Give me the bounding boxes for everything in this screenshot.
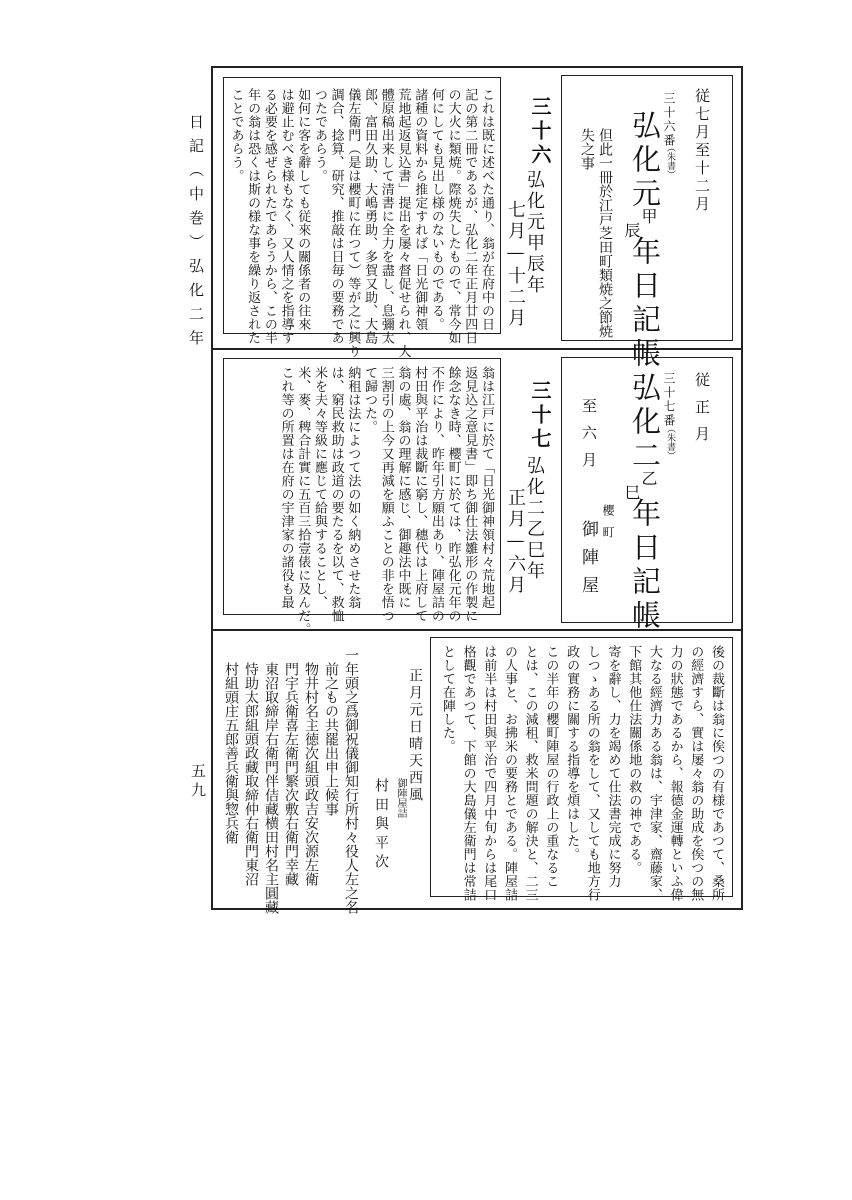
- doc37-number-note: （朱書）: [665, 424, 675, 460]
- doc37-commentary-line: て歸つた。: [362, 366, 378, 434]
- doc37-commentary-line: 不作により、昨年引方願出あり、陣屋詰の: [428, 366, 444, 623]
- doc36-era-bottom: 辰: [622, 222, 641, 240]
- doc37-title-a: 弘化二: [628, 372, 662, 474]
- page-number: 五九: [189, 763, 207, 801]
- diary-line: 村組頭庄五郎善兵衛與惣兵衛: [223, 662, 239, 844]
- lower-commentary-line: 政の實務に關する指導を煩はした。: [564, 645, 580, 861]
- doc37-commentary-line: 返見込之意見書」即ち御仕法雛形の作製に: [462, 366, 478, 623]
- doc36-commentary-line: る必要を感ぜられたであらうから、この半: [261, 88, 277, 345]
- doc36-commentary-line: 荒地起返見込書」提出を屡々督促せられ、大: [395, 88, 411, 358]
- doc37-range-label1: 従正月: [693, 372, 711, 453]
- doc37-title-b: 年日記帳: [628, 498, 662, 634]
- lower-commentary-line: この半年の櫻町陣屋の行政上の重なるこ: [543, 645, 559, 888]
- lower-commentary: [436, 645, 726, 902]
- doc37-commentary-line: 米を夫々等級に應じて給與することし、: [311, 366, 327, 609]
- doc37-location-small: 櫻町: [601, 504, 615, 548]
- lower-commentary-line: 力の狀態であるから、報德金運轉といふ偉: [667, 645, 683, 902]
- diary-lines: [218, 648, 361, 914]
- doc36-commentary-line: の大火に類焼。際焼失したもので、常今如: [445, 88, 461, 345]
- diary-line: 東沼取締岸右衛門伴佶藏横田村名主圓藏: [263, 662, 279, 914]
- doc36-number-note: （朱書）: [665, 143, 675, 179]
- doc36-commentary-line: 記の第二冊であるが、弘化二年正月廿四日: [462, 88, 478, 345]
- lower-commentary-line: として在陣した。: [439, 645, 455, 753]
- doc37-commentary-line: これ等の所置は在府の宇津家の諸役も最: [278, 366, 294, 609]
- lower-commentary-line: しつゝある所の翁をして、又しても地方行: [584, 645, 600, 902]
- doc37-commentary-line: 三割引の上今又再減を願ふことの非を悟つ: [378, 366, 394, 623]
- doc37-heading-number: 三十七: [528, 380, 552, 452]
- doc36-commentary-line: 如何に客を辭しても従來の關係者の往來: [295, 88, 311, 331]
- doc36-commentary-line: は避止むべき様もなく、又人情之を指導す: [278, 88, 294, 345]
- doc36-commentary-line: 諸種の資料から推定すれば「日光御神領: [412, 88, 428, 331]
- doc36-commentary-line: 年の翁は恐くは斯の様な事を繰り返された: [245, 88, 261, 345]
- doc37-commentary-line: 米、麥、稗合計實に五百三拾壹俵に及んだ。: [295, 366, 311, 636]
- doc37-commentary-line: は、窮民救助は政道の要たるを以て、救恤: [328, 366, 344, 623]
- doc37-range-label2: 至六月: [580, 398, 598, 479]
- diary-person: 村田與平次: [373, 778, 389, 873]
- doc37-number-label: 三十七番: [662, 372, 676, 428]
- diary-office-small: 御陣屋詰: [395, 778, 406, 818]
- doc37-heading-months: 正月—六月: [505, 488, 526, 596]
- doc36-commentary: [228, 88, 494, 358]
- doc37-commentary-line: 餘念なき時、櫻町に於ては、昨弘化元年の: [445, 366, 461, 623]
- doc37-location: 御陣屋: [578, 520, 598, 604]
- doc36-commentary-line: つたであらう。: [311, 88, 327, 183]
- doc36-title-a: 弘化元: [628, 110, 662, 212]
- doc37-commentary-line: 翁は江戸に於て「日光御神領村々荒地起: [479, 366, 494, 609]
- lower-commentary-line: 後の裁斷は翁に俟つの有様であつて、桑所: [709, 645, 724, 902]
- doc36-heading-number: 三十六: [528, 96, 552, 168]
- doc37-commentary: [228, 366, 494, 636]
- lower-commentary-line: 下館其他仕法關係地の救の神である。: [626, 645, 642, 875]
- diary-line: 門宇兵衛喜左衛門繁次敷右衛門幸藏: [283, 662, 299, 886]
- lower-commentary-line: 格觀であつて、下館の大島儀左衛門は常詰: [460, 645, 476, 902]
- doc37-heading-title: 弘化二乙巳年: [524, 456, 545, 582]
- doc36-era-top: 甲: [639, 208, 658, 226]
- diary-line: 前之もの共罷出申上候事: [323, 662, 339, 816]
- doc36-commentary-line: 郎、富田久助、大嶋勇助、多賀又助、大島: [362, 88, 378, 345]
- lower-commentary-line: の經濟すら、實は屡々翁の助成を俟つの無: [688, 645, 704, 902]
- doc37-commentary-line: 納租は法によつて法の如く納めさせた翁: [345, 366, 361, 609]
- lower-commentary-line: 大なる經濟力ある翁は、宇津家、齋藤家、: [646, 645, 662, 902]
- doc36-number-label: 三十六番: [662, 92, 676, 148]
- doc36-commentary-line: 何にしても見出し様のないものである。: [428, 88, 444, 331]
- lower-commentary-line: は前半は村田與平治で四月中旬からは尾口: [481, 645, 497, 902]
- doc36-heading-months: 七月—十二月: [505, 200, 526, 329]
- doc36-note-line2: 失之事: [579, 128, 595, 170]
- lower-commentary-line: 寄を辭し、力を竭めて仕法書完成に努力: [605, 645, 621, 888]
- lower-commentary-line: の人事と、お拂米の要務とである。陣屋詰: [501, 645, 517, 902]
- doc36-range-label: 従七月至十二月: [693, 88, 711, 214]
- doc36-note-line1: 但此一冊於江戸芝田町類焼之節焼: [597, 128, 613, 338]
- doc37-commentary-line: 翁の處、翁の理解に感じ、御趣法中既に: [395, 366, 411, 609]
- running-head-title: 日記（中巻）弘化二年: [187, 114, 205, 354]
- doc36-commentary-line: ことであらう。: [228, 88, 244, 183]
- doc36-title-b: 年日記帳: [628, 236, 662, 372]
- doc37-era-bottom: 巳: [622, 484, 641, 502]
- doc37-commentary-line: 村田與平治は裁斷に窮し、穗代は上府して: [412, 366, 428, 623]
- doc36-commentary-line: 儀左衛門（是は櫻町に在つて）等が之に興り: [345, 88, 361, 358]
- doc36-commentary-line: 調合、捻算、研究、推敲は日毎の要務であ: [328, 88, 344, 345]
- lower-commentary-line: とは、この減租、救米問題の解決と、二三: [522, 645, 538, 902]
- diary-line: 物井村名主徳次組頭政吉安次源左衛: [303, 662, 319, 886]
- diary-line: 一年頭之爲御祝儀御知行所村々役人左之名: [343, 648, 359, 914]
- diary-date-line: 正月元日晴天西風: [407, 668, 423, 804]
- doc36-commentary-line: 體原稿出来して清書に全力を盡し、息彌太: [378, 88, 394, 345]
- doc37-era-top: 乙: [639, 470, 658, 488]
- doc36-commentary-line: これは既に述べた通り、翁が在府中の日: [479, 88, 494, 331]
- doc36-heading-title: 弘化元甲辰年: [524, 170, 545, 296]
- diary-line: 恃助太郎組頭政藏取締仲右衛門東沼: [243, 662, 259, 886]
